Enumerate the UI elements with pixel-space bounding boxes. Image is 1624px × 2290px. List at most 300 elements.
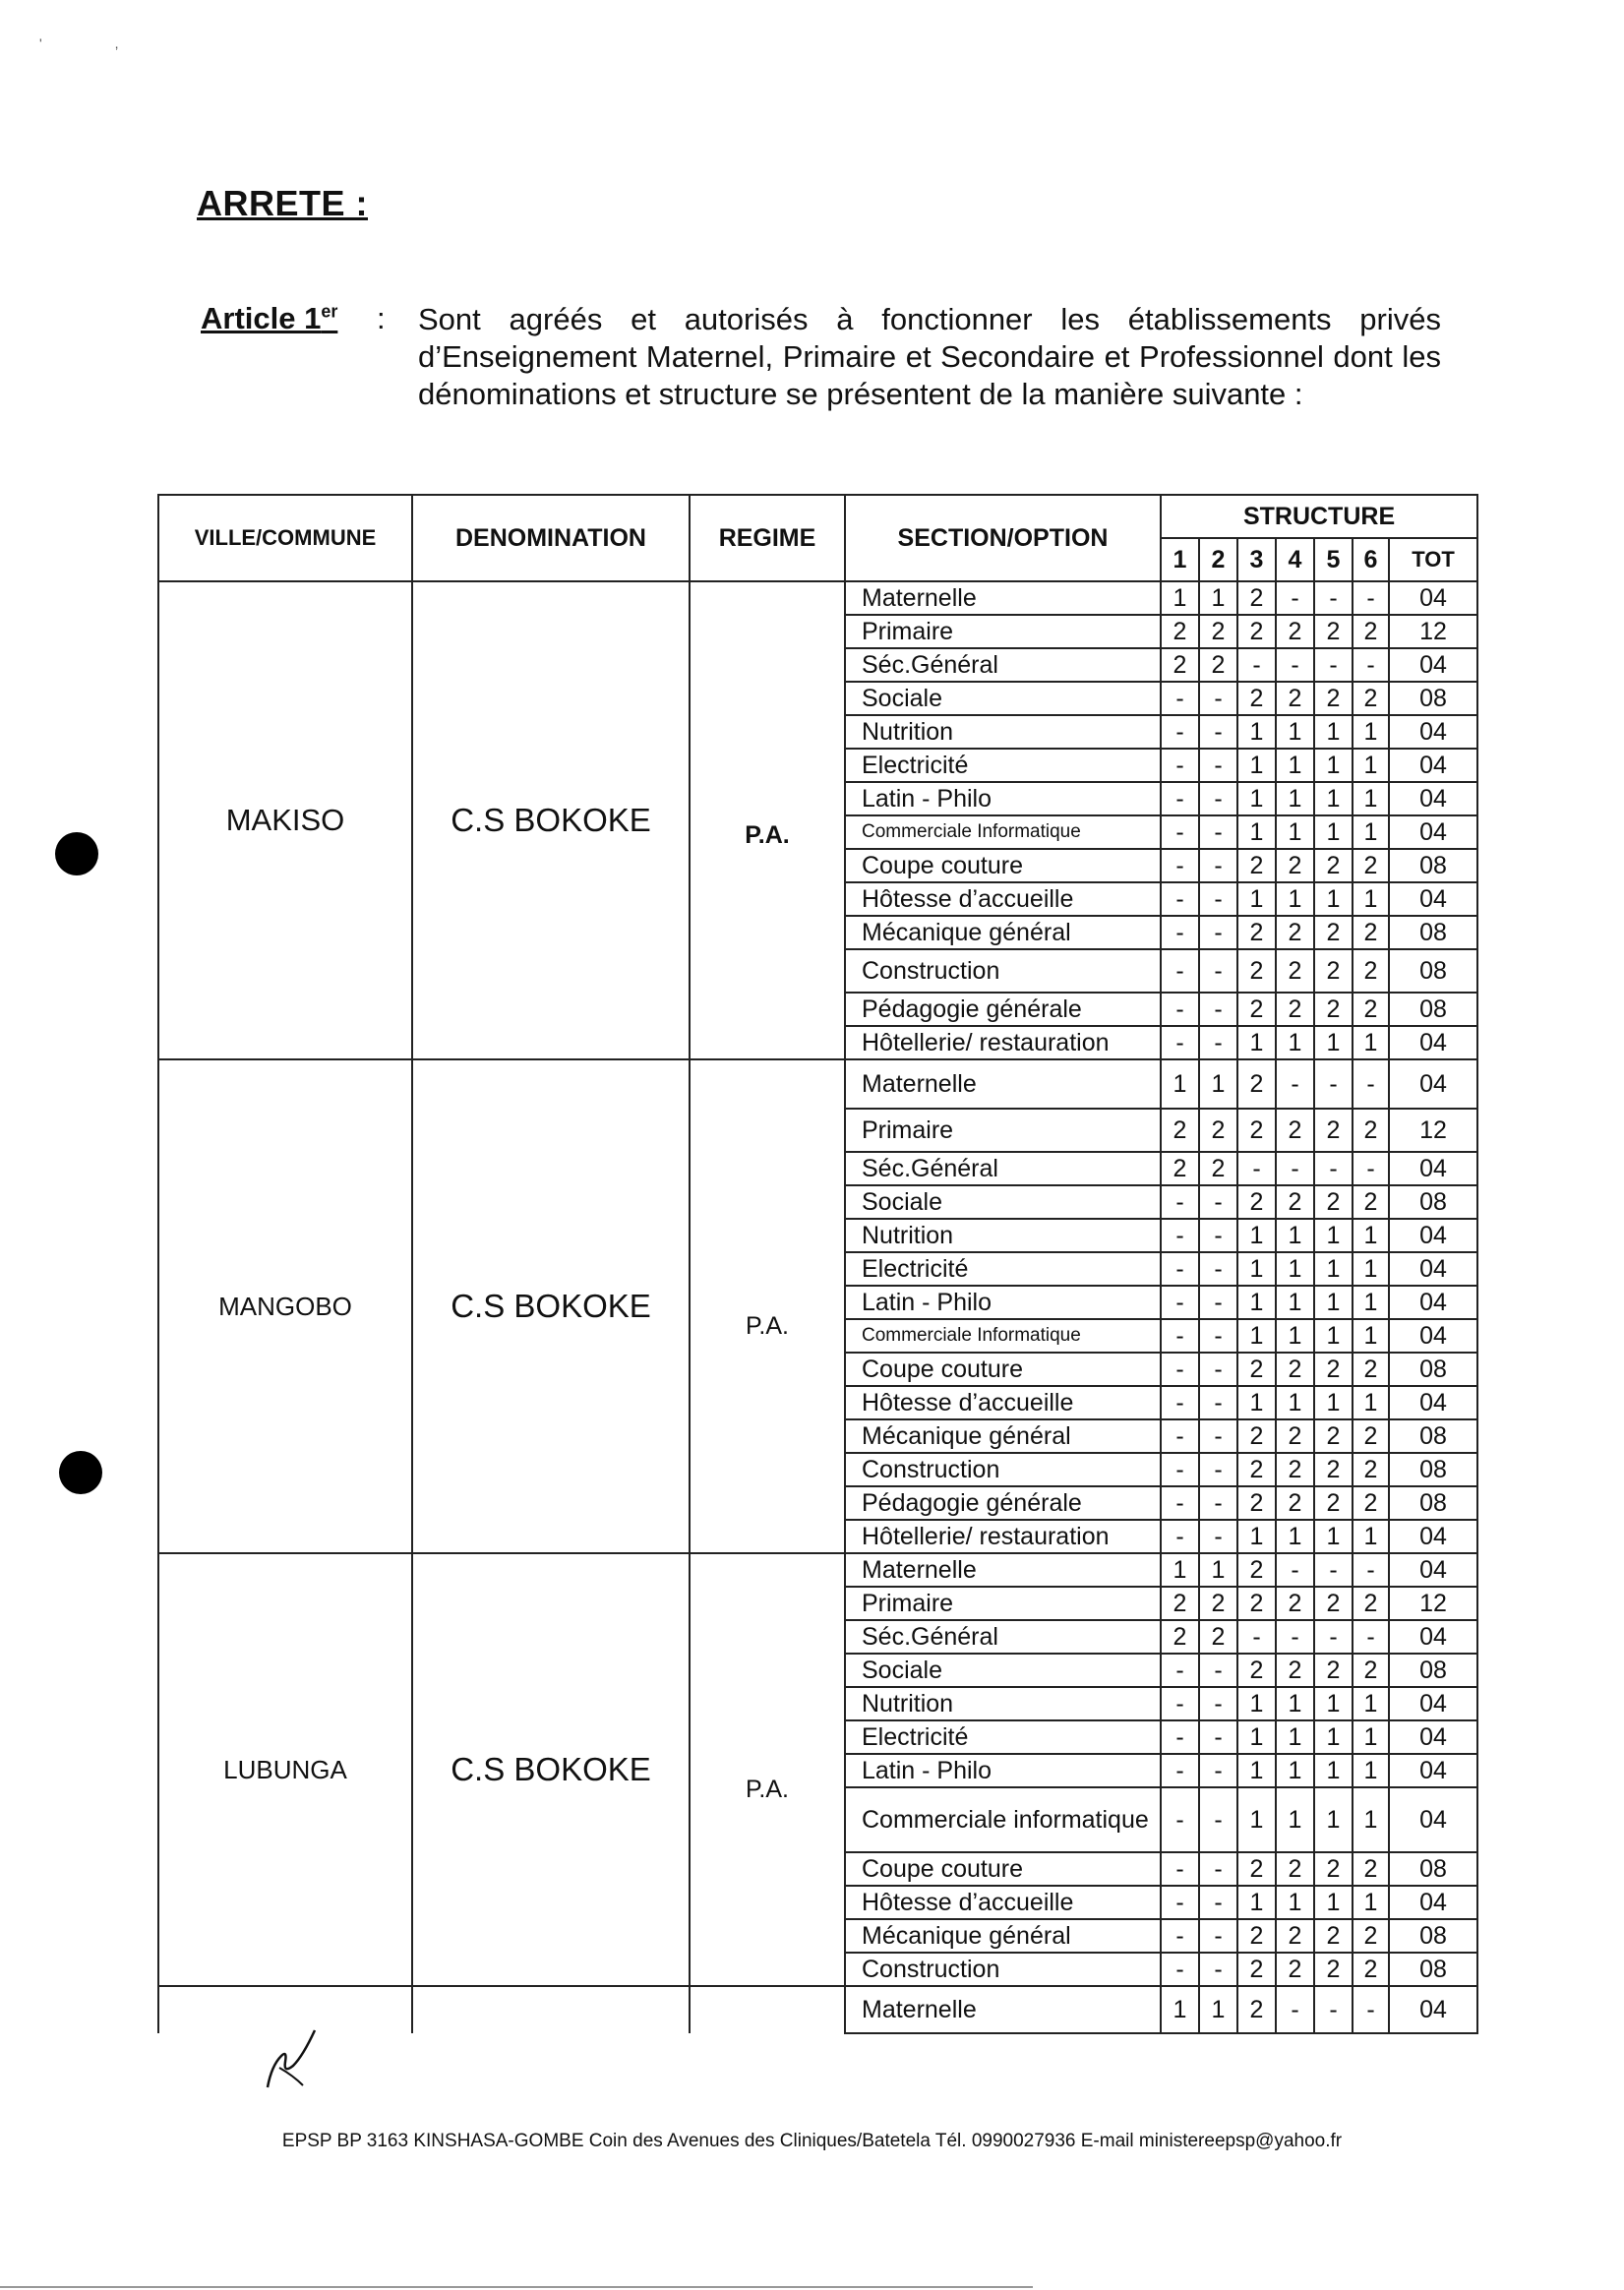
class-5-cell: 1 [1314, 1787, 1353, 1852]
class-6-cell: 1 [1353, 1787, 1389, 1852]
class-3-cell: 2 [1237, 916, 1276, 949]
total-cell: 04 [1389, 782, 1477, 815]
class-1-cell: - [1161, 1219, 1199, 1252]
total-cell: 04 [1389, 1286, 1477, 1319]
class-4-cell: 2 [1276, 1852, 1314, 1886]
class-6-cell: - [1353, 1059, 1389, 1109]
header-row-top [158, 495, 1477, 538]
class-2-cell: - [1199, 1852, 1237, 1886]
class-4-cell: 1 [1276, 782, 1314, 815]
class-1-cell: - [1161, 1252, 1199, 1286]
class-6-cell: 2 [1353, 1185, 1389, 1219]
total-cell: 08 [1389, 1453, 1477, 1486]
total-cell: 12 [1389, 615, 1477, 648]
class-3-cell: 2 [1237, 1986, 1276, 2033]
class-6-cell: 1 [1353, 782, 1389, 815]
ville-commune-cell: MAKISO [158, 581, 412, 1059]
header-denomination: DENOMINATION [412, 495, 690, 581]
class-6-cell: 2 [1353, 849, 1389, 882]
class-5-cell: 2 [1314, 993, 1353, 1026]
class-4-cell: 1 [1276, 882, 1314, 916]
total-cell: 08 [1389, 1486, 1477, 1520]
class-1-cell: - [1161, 1953, 1199, 1986]
section-option-cell: Hôtellerie/ restauration [845, 1026, 1161, 1059]
class-5-cell: 2 [1314, 1109, 1353, 1152]
denomination-cell: C.S BOKOKE [412, 581, 690, 1059]
section-option-cell: Latin - Philo [845, 782, 1161, 815]
class-2-cell: - [1199, 1687, 1237, 1720]
class-5-cell: 1 [1314, 1319, 1353, 1353]
class-4-cell: - [1276, 1152, 1314, 1185]
ville-commune-cell: MANGOBO [158, 1059, 412, 1553]
class-6-cell: 2 [1353, 1453, 1389, 1486]
class-2-cell: - [1199, 1252, 1237, 1286]
class-2-cell: 1 [1199, 1553, 1237, 1587]
class-2-cell: - [1199, 1026, 1237, 1059]
class-1-cell: 2 [1161, 1109, 1199, 1152]
class-2-cell: - [1199, 882, 1237, 916]
class-4-cell: 2 [1276, 615, 1314, 648]
class-6-cell: 2 [1353, 916, 1389, 949]
section-option-cell: Mécanique général [845, 916, 1161, 949]
class-5-cell: - [1314, 1553, 1353, 1587]
class-2-cell: - [1199, 1386, 1237, 1419]
class-5-cell: 1 [1314, 715, 1353, 749]
class-1-cell: - [1161, 1654, 1199, 1687]
class-3-cell: 2 [1237, 1852, 1276, 1886]
class-4-cell: 1 [1276, 749, 1314, 782]
class-1-cell: - [1161, 1687, 1199, 1720]
class-5-cell: 1 [1314, 1520, 1353, 1553]
total-cell: 04 [1389, 1986, 1477, 2033]
class-1-cell: - [1161, 949, 1199, 993]
section-option-cell: Sociale [845, 682, 1161, 715]
class-6-cell: 1 [1353, 1720, 1389, 1754]
class-5-cell: 1 [1314, 1026, 1353, 1059]
section-option-cell: Séc.Général [845, 1152, 1161, 1185]
class-2-cell: - [1199, 1520, 1237, 1553]
total-cell: 04 [1389, 882, 1477, 916]
class-3-cell: 2 [1237, 1059, 1276, 1109]
class-4-cell: 2 [1276, 682, 1314, 715]
class-6-cell: 2 [1353, 1852, 1389, 1886]
class-4-cell: 1 [1276, 1720, 1314, 1754]
class-2-cell: - [1199, 916, 1237, 949]
class-6-cell: - [1353, 581, 1389, 615]
total-cell: 08 [1389, 1919, 1477, 1953]
class-2-cell: - [1199, 782, 1237, 815]
class-6-cell: - [1353, 1620, 1389, 1654]
header-class-2: 2 [1199, 538, 1237, 581]
section-option-cell: Pédagogie générale [845, 1486, 1161, 1520]
section-option-cell: Coupe couture [845, 1852, 1161, 1886]
ville-commune-cell: LUBUNGA [158, 1553, 412, 1986]
class-1-cell: - [1161, 1486, 1199, 1520]
class-3-cell: - [1237, 1620, 1276, 1654]
header-class-6: 6 [1353, 538, 1389, 581]
section-option-cell: Latin - Philo [845, 1286, 1161, 1319]
class-6-cell: 2 [1353, 1654, 1389, 1687]
section-option-cell: Nutrition [845, 1219, 1161, 1252]
total-cell: 08 [1389, 1953, 1477, 1986]
class-1-cell: - [1161, 682, 1199, 715]
class-1-cell: - [1161, 1419, 1199, 1453]
class-3-cell: 1 [1237, 1787, 1276, 1852]
section-option-cell: Pédagogie générale [845, 993, 1161, 1026]
class-2-cell: 2 [1199, 1587, 1237, 1620]
section-option-cell: Sociale [845, 1654, 1161, 1687]
class-4-cell: 2 [1276, 993, 1314, 1026]
class-3-cell: 2 [1237, 682, 1276, 715]
total-cell: 04 [1389, 1386, 1477, 1419]
class-2-cell: - [1199, 1286, 1237, 1319]
class-3-cell: - [1237, 1152, 1276, 1185]
class-4-cell: 2 [1276, 1919, 1314, 1953]
class-1-cell: - [1161, 715, 1199, 749]
class-6-cell: 1 [1353, 715, 1389, 749]
total-cell: 04 [1389, 1026, 1477, 1059]
class-1-cell: - [1161, 1353, 1199, 1386]
class-4-cell: - [1276, 1986, 1314, 2033]
section-option-cell: Primaire [845, 1587, 1161, 1620]
article-text: Sont agréés et autorisés à fonctionner les établissements privés d’Enseignement Maternel, Primaire et Secondaire et Professionnel dont les dénominations et structure se présentent de la manière suivante : [418, 302, 1441, 411]
class-3-cell: 2 [1237, 1953, 1276, 1986]
class-3-cell: 2 [1237, 1654, 1276, 1687]
section-option-cell: Séc.Général [845, 648, 1161, 682]
class-1-cell: 2 [1161, 1587, 1199, 1620]
total-cell: 12 [1389, 1587, 1477, 1620]
article-label: Article 1er [201, 301, 338, 335]
class-5-cell: 2 [1314, 1486, 1353, 1520]
section-option-cell: Coupe couture [845, 1353, 1161, 1386]
regime-cell: P.A. [690, 581, 845, 1059]
class-4-cell: 2 [1276, 949, 1314, 993]
class-4-cell: - [1276, 1059, 1314, 1109]
class-3-cell: 2 [1237, 849, 1276, 882]
denomination-cell: C.S BOKOKE [412, 1059, 690, 1553]
class-6-cell: 1 [1353, 1219, 1389, 1252]
class-4-cell: 2 [1276, 916, 1314, 949]
class-1-cell: - [1161, 1852, 1199, 1886]
class-5-cell: 2 [1314, 615, 1353, 648]
class-2-cell: 1 [1199, 1986, 1237, 2033]
section-option-cell: Construction [845, 1453, 1161, 1486]
section-option-cell: Primaire [845, 1109, 1161, 1152]
class-6-cell: 1 [1353, 1754, 1389, 1787]
class-4-cell: 2 [1276, 1587, 1314, 1620]
class-2-cell: 1 [1199, 581, 1237, 615]
class-2-cell: - [1199, 1787, 1237, 1852]
class-2-cell: - [1199, 1654, 1237, 1687]
regime-cell: P.A. [690, 1553, 845, 1986]
class-6-cell: 2 [1353, 1587, 1389, 1620]
class-3-cell: 2 [1237, 1353, 1276, 1386]
class-6-cell: 1 [1353, 1886, 1389, 1919]
class-1-cell: 2 [1161, 1620, 1199, 1654]
class-6-cell: 2 [1353, 1919, 1389, 1953]
class-3-cell: 1 [1237, 1219, 1276, 1252]
class-6-cell: 2 [1353, 993, 1389, 1026]
total-cell: 04 [1389, 1720, 1477, 1754]
class-2-cell: - [1199, 1319, 1237, 1353]
class-3-cell: 1 [1237, 1252, 1276, 1286]
section-option-cell: Latin - Philo [845, 1754, 1161, 1787]
class-4-cell: 1 [1276, 1787, 1314, 1852]
article-colon: : [377, 301, 386, 335]
class-6-cell: 1 [1353, 815, 1389, 849]
class-3-cell: 2 [1237, 581, 1276, 615]
section-option-cell: Maternelle [845, 581, 1161, 615]
class-1-cell: - [1161, 916, 1199, 949]
section-option-cell: Nutrition [845, 1687, 1161, 1720]
class-3-cell: 2 [1237, 1185, 1276, 1219]
class-6-cell: 2 [1353, 615, 1389, 648]
class-2-cell: - [1199, 1486, 1237, 1520]
table-row [158, 1986, 1477, 2033]
class-5-cell: - [1314, 581, 1353, 615]
class-1-cell: - [1161, 882, 1199, 916]
section-option-cell: Coupe couture [845, 849, 1161, 882]
class-1-cell: - [1161, 1185, 1199, 1219]
class-6-cell: - [1353, 1152, 1389, 1185]
class-2-cell: - [1199, 1419, 1237, 1453]
scan-edge-line [0, 2286, 1033, 2288]
class-3-cell: 1 [1237, 1319, 1276, 1353]
class-1-cell: - [1161, 749, 1199, 782]
class-3-cell: 1 [1237, 1754, 1276, 1787]
class-1-cell: - [1161, 782, 1199, 815]
section-option-cell: Electricité [845, 749, 1161, 782]
section-option-cell: Hôtesse d’accueille [845, 882, 1161, 916]
total-cell: 04 [1389, 1252, 1477, 1286]
class-1-cell: - [1161, 993, 1199, 1026]
class-1-cell: - [1161, 1520, 1199, 1553]
class-6-cell: 1 [1353, 1687, 1389, 1720]
total-cell: 04 [1389, 581, 1477, 615]
total-cell: 04 [1389, 1059, 1477, 1109]
class-3-cell: 1 [1237, 1687, 1276, 1720]
class-2-cell: - [1199, 715, 1237, 749]
class-2-cell: 2 [1199, 1109, 1237, 1152]
class-5-cell: 1 [1314, 782, 1353, 815]
class-4-cell: 1 [1276, 1520, 1314, 1553]
class-6-cell: 1 [1353, 1026, 1389, 1059]
total-cell: 08 [1389, 1852, 1477, 1886]
class-2-cell: 2 [1199, 615, 1237, 648]
class-4-cell: - [1276, 648, 1314, 682]
class-6-cell: 1 [1353, 1520, 1389, 1553]
class-5-cell: - [1314, 1152, 1353, 1185]
scan-specks: ' , [39, 35, 119, 51]
class-4-cell: 1 [1276, 1026, 1314, 1059]
class-2-cell: - [1199, 1219, 1237, 1252]
total-cell: 04 [1389, 815, 1477, 849]
class-4-cell: - [1276, 1553, 1314, 1587]
class-1-cell: - [1161, 1026, 1199, 1059]
section-option-cell: Maternelle [845, 1059, 1161, 1109]
class-3-cell: 2 [1237, 993, 1276, 1026]
class-1-cell: 2 [1161, 1152, 1199, 1185]
class-3-cell: 2 [1237, 1453, 1276, 1486]
total-cell: 04 [1389, 1520, 1477, 1553]
total-cell: 08 [1389, 1185, 1477, 1219]
table-row [158, 581, 1477, 615]
class-3-cell: 1 [1237, 815, 1276, 849]
table-body [158, 581, 1477, 2033]
regime-cell: P.A. [690, 1059, 845, 1553]
total-cell: 08 [1389, 949, 1477, 993]
section-option-cell: Commerciale Informatique [845, 1319, 1161, 1353]
class-3-cell: 2 [1237, 615, 1276, 648]
header-class-5: 5 [1314, 538, 1353, 581]
class-5-cell: 2 [1314, 1953, 1353, 1986]
page-heading: ARRETE : [197, 183, 368, 223]
class-3-cell: 1 [1237, 1886, 1276, 1919]
section-option-cell: Electricité [845, 1720, 1161, 1754]
class-5-cell: 2 [1314, 1419, 1353, 1453]
class-5-cell: 2 [1314, 1919, 1353, 1953]
class-3-cell: 1 [1237, 1720, 1276, 1754]
total-cell: 04 [1389, 1152, 1477, 1185]
class-5-cell: 2 [1314, 1185, 1353, 1219]
class-4-cell: 1 [1276, 1252, 1314, 1286]
class-2-cell: - [1199, 949, 1237, 993]
class-6-cell: 1 [1353, 1386, 1389, 1419]
class-5-cell: 2 [1314, 1453, 1353, 1486]
class-4-cell: 1 [1276, 815, 1314, 849]
class-3-cell: 1 [1237, 749, 1276, 782]
class-5-cell: 2 [1314, 1353, 1353, 1386]
class-4-cell: 2 [1276, 1654, 1314, 1687]
punch-hole-mark [59, 1451, 102, 1494]
total-cell: 08 [1389, 1419, 1477, 1453]
class-6-cell: 1 [1353, 882, 1389, 916]
class-4-cell: - [1276, 581, 1314, 615]
table-row [158, 1553, 1477, 1587]
class-3-cell: 2 [1237, 1587, 1276, 1620]
class-2-cell: 1 [1199, 1059, 1237, 1109]
class-4-cell: 1 [1276, 715, 1314, 749]
total-cell: 08 [1389, 682, 1477, 715]
header-class-3: 3 [1237, 538, 1276, 581]
class-5-cell: 2 [1314, 1852, 1353, 1886]
section-option-cell: Commerciale Informatique [845, 815, 1161, 849]
class-1-cell: 1 [1161, 581, 1199, 615]
header-section: SECTION/OPTION [845, 495, 1161, 581]
total-cell: 04 [1389, 1620, 1477, 1654]
class-5-cell: - [1314, 1620, 1353, 1654]
class-3-cell: 2 [1237, 1109, 1276, 1152]
total-cell: 04 [1389, 1687, 1477, 1720]
class-3-cell: 2 [1237, 1419, 1276, 1453]
total-cell: 08 [1389, 849, 1477, 882]
header-ville: VILLE/COMMUNE [158, 495, 412, 581]
class-2-cell: 2 [1199, 1620, 1237, 1654]
class-4-cell: 1 [1276, 1886, 1314, 1919]
class-2-cell: - [1199, 749, 1237, 782]
class-2-cell: - [1199, 1919, 1237, 1953]
class-3-cell: 1 [1237, 782, 1276, 815]
class-5-cell: 1 [1314, 1286, 1353, 1319]
header-regime: REGIME [690, 495, 845, 581]
class-2-cell: - [1199, 849, 1237, 882]
total-cell: 04 [1389, 1319, 1477, 1353]
class-4-cell: 2 [1276, 1109, 1314, 1152]
class-5-cell: - [1314, 648, 1353, 682]
class-2-cell: - [1199, 1353, 1237, 1386]
class-3-cell: 1 [1237, 882, 1276, 916]
section-option-cell: Commerciale informatique [845, 1787, 1161, 1852]
class-1-cell: - [1161, 1286, 1199, 1319]
class-6-cell: - [1353, 648, 1389, 682]
class-1-cell: - [1161, 1319, 1199, 1353]
class-5-cell: 1 [1314, 1219, 1353, 1252]
class-4-cell: 2 [1276, 1953, 1314, 1986]
class-1-cell: - [1161, 1919, 1199, 1953]
class-5-cell: 1 [1314, 1754, 1353, 1787]
class-4-cell: 2 [1276, 1419, 1314, 1453]
class-1-cell: - [1161, 1453, 1199, 1486]
section-option-cell: Sociale [845, 1185, 1161, 1219]
total-cell: 04 [1389, 1754, 1477, 1787]
total-cell: 04 [1389, 1886, 1477, 1919]
class-6-cell: 1 [1353, 1252, 1389, 1286]
total-cell: 04 [1389, 1787, 1477, 1852]
total-cell: 08 [1389, 916, 1477, 949]
class-3-cell: 2 [1237, 1553, 1276, 1587]
class-5-cell: 2 [1314, 1654, 1353, 1687]
class-1-cell: 1 [1161, 1553, 1199, 1587]
section-option-cell: Construction [845, 949, 1161, 993]
class-6-cell: 1 [1353, 1286, 1389, 1319]
total-cell: 04 [1389, 715, 1477, 749]
structure-table [157, 494, 1478, 2034]
total-cell: 04 [1389, 1219, 1477, 1252]
total-cell: 04 [1389, 1553, 1477, 1587]
section-option-cell: Hôtesse d’accueille [845, 1386, 1161, 1419]
class-3-cell: - [1237, 648, 1276, 682]
class-6-cell: - [1353, 1986, 1389, 2033]
header-class-1: 1 [1161, 538, 1199, 581]
class-5-cell: 2 [1314, 849, 1353, 882]
class-1-cell: - [1161, 1787, 1199, 1852]
class-1-cell: 1 [1161, 1059, 1199, 1109]
class-5-cell: - [1314, 1059, 1353, 1109]
class-5-cell: 1 [1314, 1386, 1353, 1419]
class-6-cell: 2 [1353, 1953, 1389, 1986]
class-4-cell: 1 [1276, 1219, 1314, 1252]
total-cell: 04 [1389, 648, 1477, 682]
section-option-cell: Maternelle [845, 1986, 1161, 2033]
class-2-cell: 2 [1199, 1152, 1237, 1185]
class-4-cell: - [1276, 1620, 1314, 1654]
class-2-cell: - [1199, 1720, 1237, 1754]
section-option-cell: Nutrition [845, 715, 1161, 749]
class-1-cell: - [1161, 849, 1199, 882]
class-4-cell: 2 [1276, 849, 1314, 882]
class-4-cell: 1 [1276, 1754, 1314, 1787]
total-cell: 08 [1389, 1654, 1477, 1687]
class-6-cell: 2 [1353, 1109, 1389, 1152]
class-5-cell: - [1314, 1986, 1353, 2033]
class-2-cell: - [1199, 815, 1237, 849]
class-4-cell: 2 [1276, 1486, 1314, 1520]
class-4-cell: 1 [1276, 1286, 1314, 1319]
total-cell: 12 [1389, 1109, 1477, 1152]
class-3-cell: 1 [1237, 1026, 1276, 1059]
class-3-cell: 1 [1237, 1520, 1276, 1553]
class-5-cell: 1 [1314, 1720, 1353, 1754]
